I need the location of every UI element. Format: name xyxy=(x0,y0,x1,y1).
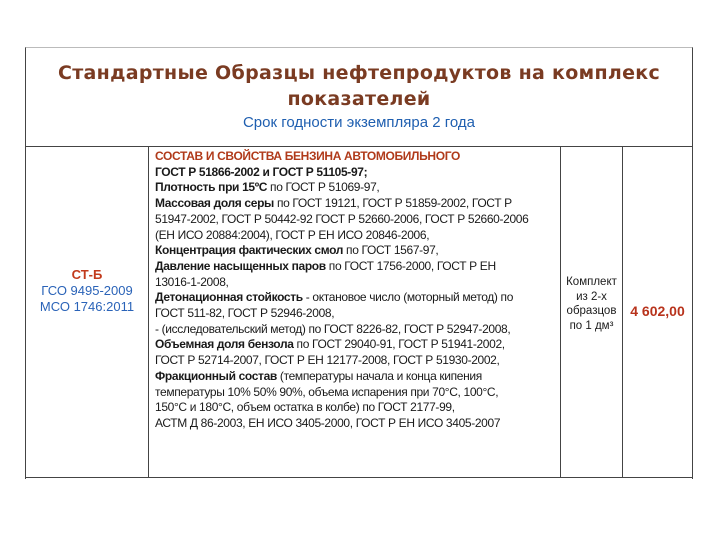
description-line: температуры 10% 50% 90%, объема испарения при 70°С, 100°С, xyxy=(155,384,499,399)
property-name: Концентрация фактических смол xyxy=(155,243,344,258)
document-header xyxy=(26,48,692,146)
price-cell xyxy=(623,147,692,477)
description-line xyxy=(155,369,556,385)
property-name: Фракционный состав xyxy=(155,368,277,383)
property-name: Детонационная стойкость xyxy=(155,290,303,305)
description-line: (ЕН ИСО 20884:2004), ГОСТ Р ЕН ИСО 20846-2006, xyxy=(155,227,430,242)
product-description xyxy=(155,149,556,432)
description-cell xyxy=(149,147,561,477)
description-line: ГОСТ 511-82, ГОСТ Р 52946-2008, xyxy=(155,306,335,321)
description-heading: СОСТАВ И СВОЙСТВА БЕНЗИНА АВТОМОБИЛЬНОГО xyxy=(155,149,460,163)
shelf-life-subtitle: Срок годности экземпляра 2 года xyxy=(242,114,476,131)
description-line: - (исследовательский метод) по ГОСТ 8226-82, ГОСТ Р 52947-2008, xyxy=(155,321,511,336)
title-line-2: показателей xyxy=(287,88,431,110)
description-line xyxy=(155,259,556,275)
product-code xyxy=(26,267,148,315)
description-line xyxy=(155,337,556,353)
kit-description xyxy=(563,275,620,333)
title-line-1: Стандартные Образцы нефтепродуктов на комплекс xyxy=(57,62,661,84)
property-method: по ГОСТ 29040-91, ГОСТ Р 51941-2002, xyxy=(293,337,505,352)
description-line: АСТМ Д 86-2003, ЕН ИСО 3405-2000, ГОСТ Р ЕН ИСО 3405-2007 xyxy=(155,415,501,430)
description-line xyxy=(155,243,556,259)
property-name: Давление насыщенных паров xyxy=(155,258,326,273)
kit-line: Комплект xyxy=(566,276,617,288)
property-method: (температуры начала и конца кипения xyxy=(276,368,482,383)
property-method: по ГОСТ 19121, ГОСТ Р 51859-2002, ГОСТ Р xyxy=(273,196,512,211)
product-name: СТ-Б xyxy=(71,267,103,282)
property-method: - октановое число (моторный метод) по xyxy=(302,290,514,305)
description-line: ГОСТ Р 52714-2007, ГОСТ Р ЕН 12177-2008, ГОСТ Р 51930-2002, xyxy=(155,353,500,368)
product-table xyxy=(26,146,692,478)
mso-number: МСО 1746:2011 xyxy=(39,299,135,314)
property-name: Массовая доля серы xyxy=(155,196,274,211)
description-line: 150°С и 180°С, объем остатка в колбе) по ГОСТ 2177-99, xyxy=(155,400,455,415)
property-method: по ГОСТ 1756-2000, ГОСТ Р ЕН xyxy=(325,258,496,273)
property-name: Объемная доля бензола xyxy=(155,337,294,352)
kit-cell xyxy=(561,147,623,477)
description-line: 51947-2002, ГОСТ Р 50442-92 ГОСТ Р 52660-2006, ГОСТ Р 52660-2006 xyxy=(155,211,529,226)
code-cell xyxy=(26,147,149,477)
page-title xyxy=(26,60,692,112)
description-line: 13016-1-2008, xyxy=(155,274,229,289)
gso-number: ГСО 9495-2009 xyxy=(41,283,133,298)
kit-line: образцов xyxy=(566,305,617,317)
price-value: 4 602,00 xyxy=(630,303,685,319)
property-name: Плотность при 15ºС xyxy=(155,180,268,195)
description-line xyxy=(155,196,556,212)
property-method: по ГОСТ Р 51069-97, xyxy=(267,180,380,195)
kit-line: из 2-х xyxy=(576,290,607,303)
kit-line: по 1 дм³ xyxy=(569,319,614,332)
description-line xyxy=(155,290,556,306)
description-line: ГОСТ Р 51866-2002 и ГОСТ Р 51105-97; xyxy=(155,164,368,179)
description-line xyxy=(155,180,556,196)
property-method: по ГОСТ 1567-97, xyxy=(343,243,439,258)
